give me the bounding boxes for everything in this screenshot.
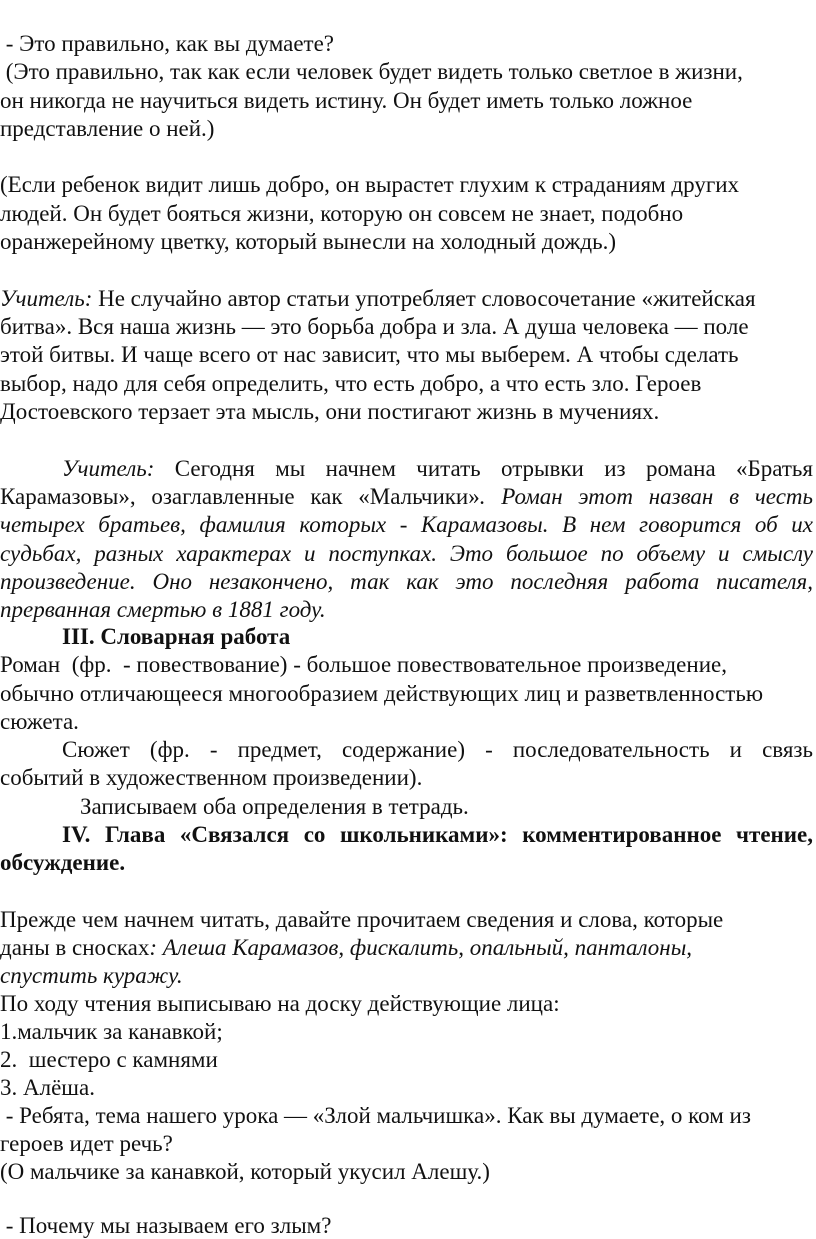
final-question: - Почему мы называем его злым?	[0, 1213, 332, 1238]
teacher-paragraph-2-line-2	[0, 483, 813, 510]
syuzhet-definition-line-1: Сюжет (фр. - предмет, содержание) - последовательность и связь	[62, 737, 813, 762]
reading-intro-line-1: Прежде чем начнем читать, давайте прочитаем сведения и слова, которые	[0, 907, 724, 932]
syuzhet-definition-line-2: событий в художественном произведении).	[0, 765, 423, 790]
answer-line-2: он никогда не научиться видеть истину. Он будет иметь только ложное	[0, 88, 693, 113]
teacher-text: Не случайно автор статьи употребляет словосочетание «житейская	[92, 286, 756, 311]
lesson-topic-line-2: героев идет речь?	[0, 1131, 173, 1156]
list-item: 2. шестеро с камнями	[0, 1047, 218, 1072]
roman-definition-line-2: обычно отличающееся многообразием действующих лиц и разветвленностью	[0, 681, 764, 706]
roman-definition-line-3: сюжета.	[0, 709, 79, 734]
reading-intro-line-2	[0, 934, 692, 961]
section-heading-4-line-2: обсуждение.	[0, 850, 126, 875]
footnote-words: : Алеша Карамазов, фискалить, опальный, панталоны,	[149, 935, 693, 960]
section-heading-3: III. Словарная работа	[62, 624, 291, 649]
section-heading-4-line-1: IV. Глава «Связался со школьниками»: комментированное чтение,	[62, 822, 813, 847]
teacher-paragraph-1-line-4: выбор, надо для себя определить, что есть добро, а что есть зло. Героев	[0, 371, 702, 396]
teacher-paragraph-1-line-5: Достоевского терзает эта мысль, они постигают жизнь в мучениях.	[0, 399, 660, 424]
characters-intro: По ходу чтения выписываю на доску действующие лица:	[0, 991, 560, 1016]
teacher-paragraph-1-line-2: битва». Вся наша жизнь — это борьба добра и зла. А душа человека — поле	[0, 314, 749, 339]
roman-definition-line-1: Роман (фр. - повествование) - большое повествовательное произведение,	[0, 652, 727, 677]
lesson-topic-line-1: - Ребята, тема нашего урока — «Злой мальчишка». Как вы думаете, о ком из	[0, 1103, 751, 1128]
teacher-label-2: Учитель:	[62, 456, 155, 481]
teacher-paragraph-2-line-4: судьбах, разных характерах и поступках. Это большое по объему и смыслу	[0, 541, 813, 566]
teacher-paragraph-1-line-1	[0, 285, 756, 312]
lesson-answer: (О мальчике за канавкой, который укусил Алешу.)	[0, 1159, 490, 1184]
answer2-line-2: людей. Он будет бояться жизни, которую он совсем не знает, подобно	[0, 201, 684, 226]
question-line: - Это правильно, как вы думаете?	[0, 31, 335, 56]
teacher-paragraph-2-line-1	[0, 455, 813, 482]
teacher-label: Учитель:	[0, 286, 93, 311]
answer-line-1: (Это правильно, так как если человек будет видеть только светлое в жизни,	[0, 59, 743, 84]
novel-title-text: Карамазовы», озаглавленные как «Мальчики»	[0, 484, 480, 509]
reading-intro-line-3: спустить куражу.	[0, 963, 183, 988]
answer2-line-1: (Если ребенок видит лишь добро, он вырастет глухим к страданиям других	[0, 172, 740, 197]
teacher-paragraph-2-line-6: прерванная смертью в 1881 году.	[0, 597, 326, 622]
answer2-line-3: оранжерейному цветку, который вынесли на холодный дождь.)	[0, 229, 617, 254]
list-item: 1.мальчик за канавкой;	[0, 1019, 223, 1044]
footnote-intro-text: даны в сносках	[0, 935, 150, 960]
answer-line-3: представление о ней.)	[0, 116, 215, 141]
teacher-paragraph-2-line-3: четырех братьев, фамилия которых - Карамазовы. В нем говорится об их	[0, 512, 813, 537]
teacher-paragraph-1-line-3: этой битвы. И чаще всего от нас зависит, что мы выберем. А чтобы сделать	[0, 342, 739, 367]
teacher-paragraph-2-line-5: произведение. Оно незакончено, так как это последняя работа писателя,	[0, 569, 813, 594]
novel-italic-text: . Роман этот назван в честь	[479, 484, 813, 509]
list-item: 3. Алёша.	[0, 1075, 95, 1100]
write-definitions-note: Записываем оба определения в тетрадь.	[80, 794, 469, 819]
teacher-text-2: Сегодня мы начнем читать отрывки из романа «Братья	[174, 456, 813, 481]
